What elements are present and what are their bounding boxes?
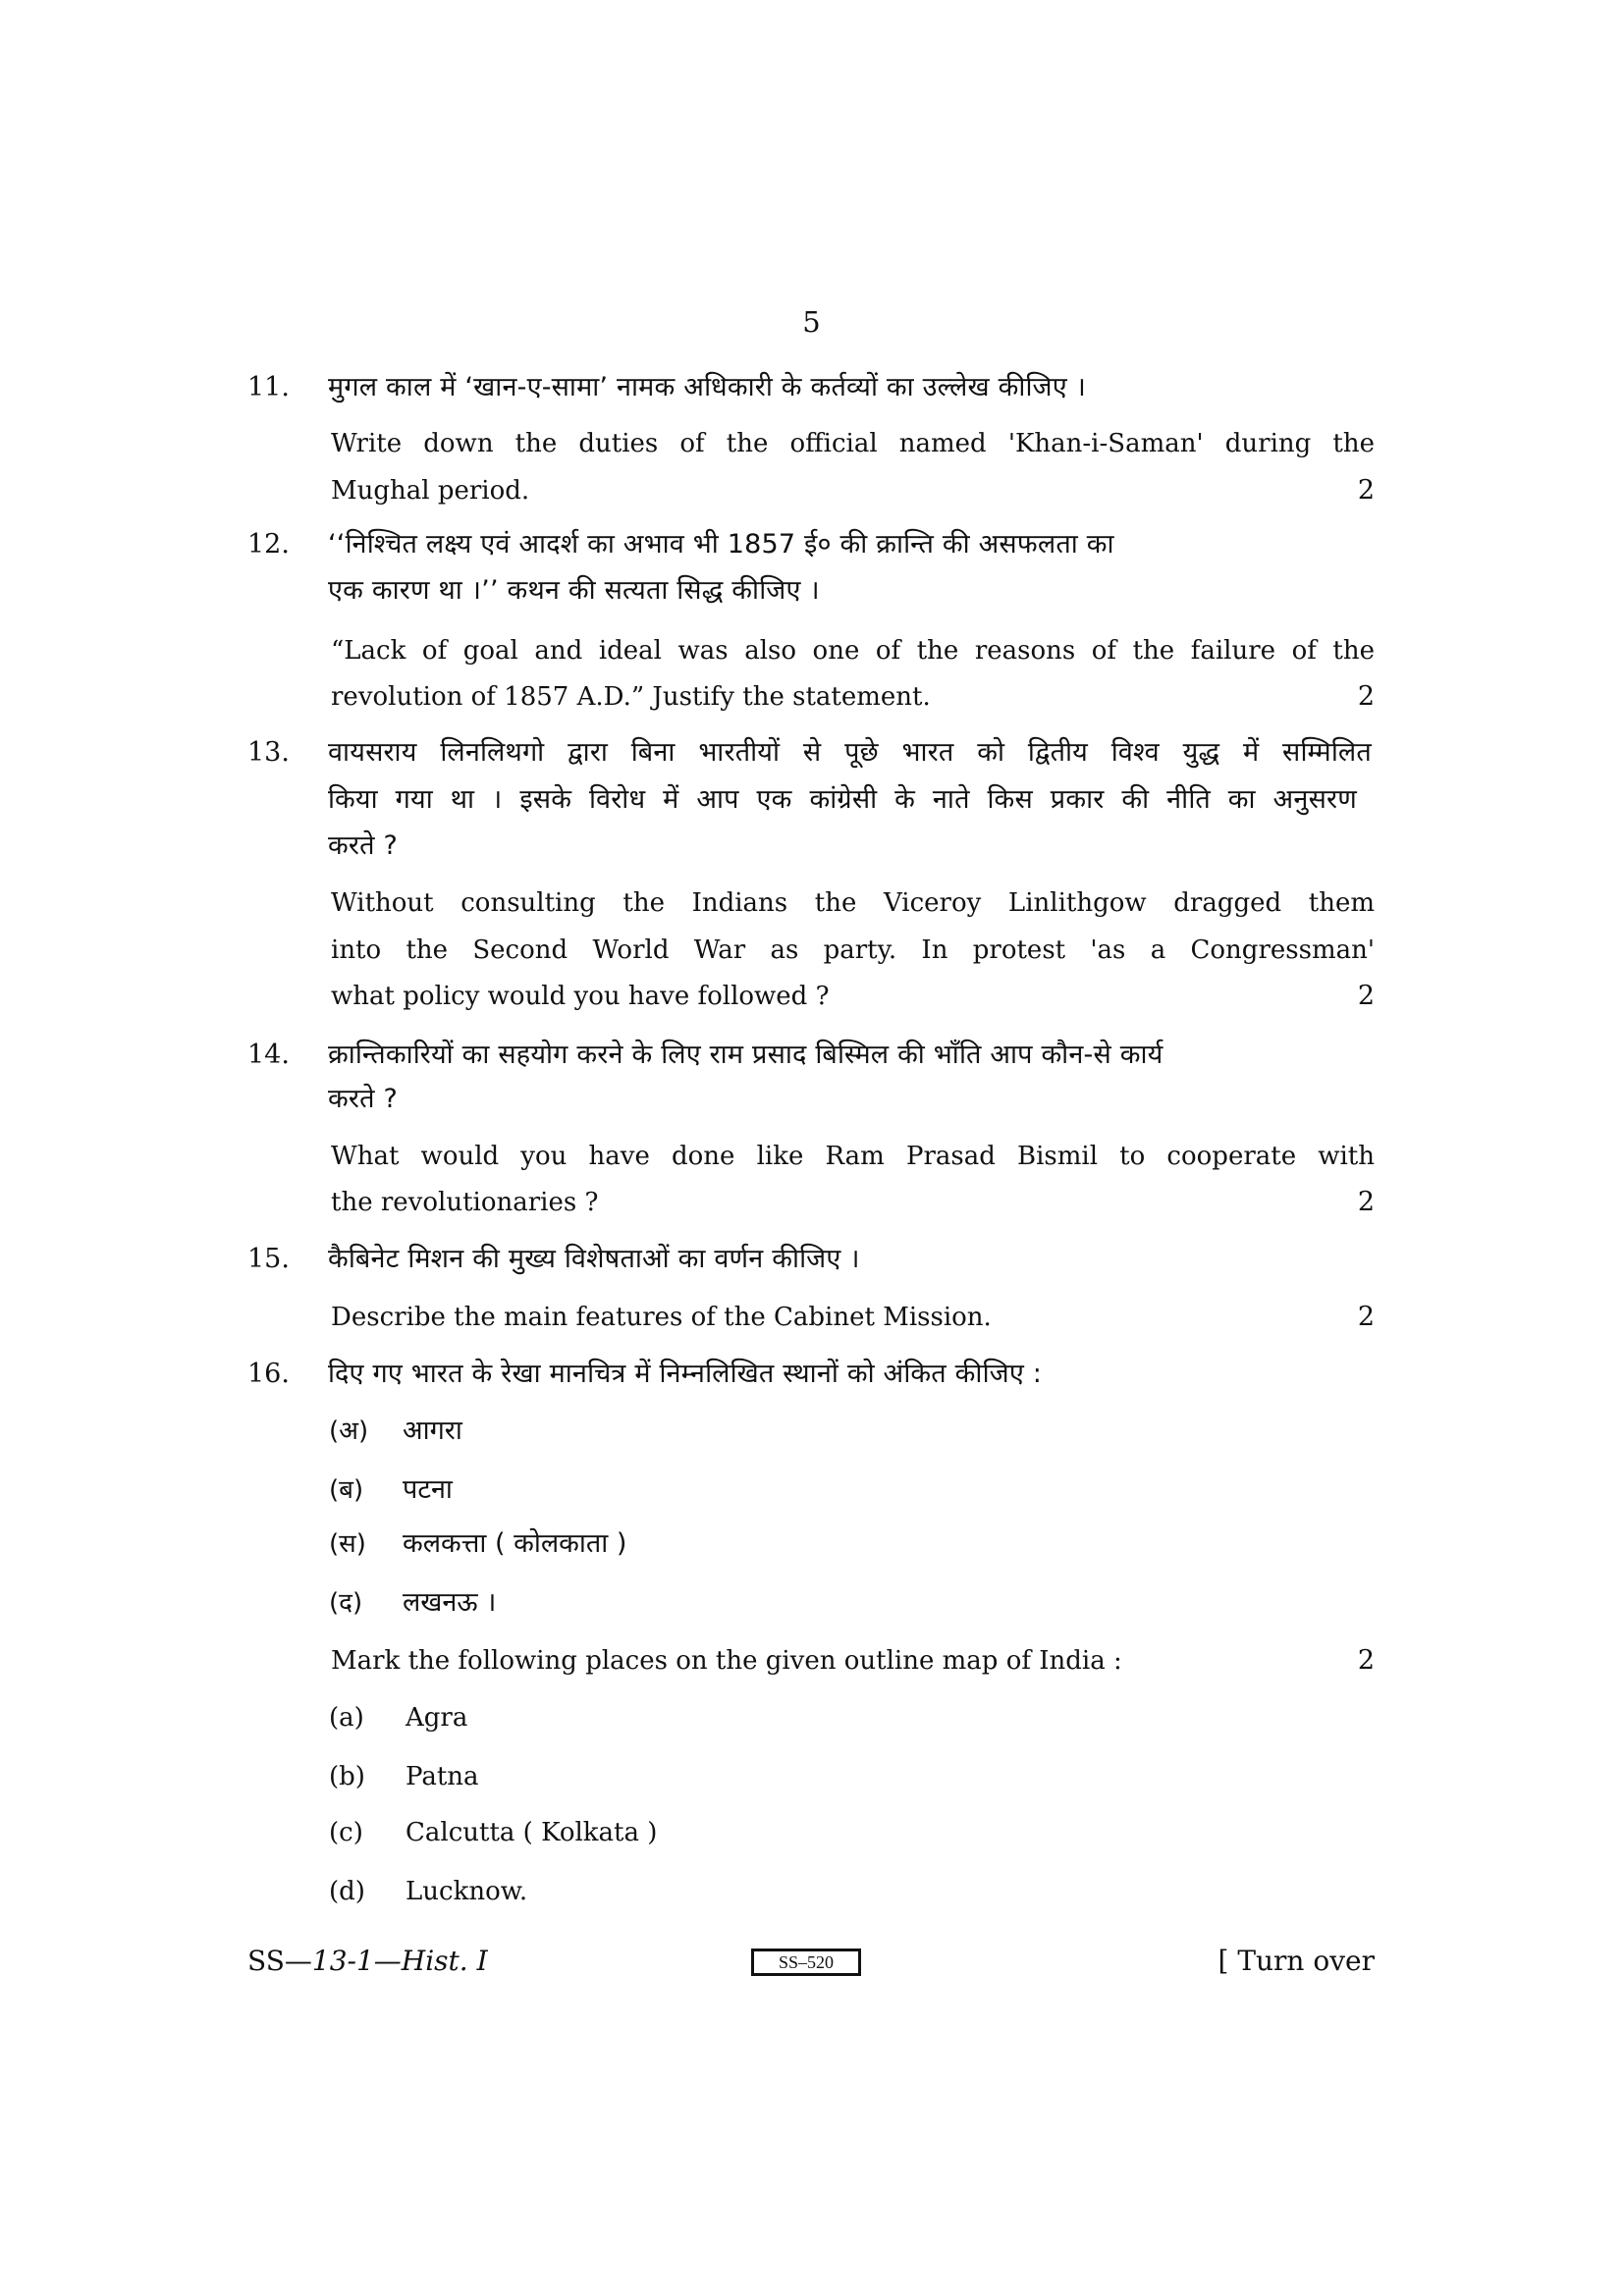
question-number: 15. (247, 1244, 290, 1274)
question-english-line: what policy would you have followed ? (331, 982, 830, 1011)
question-marks: 2 (1357, 1302, 1375, 1332)
question-hindi-line: करते ? (328, 830, 399, 861)
paper-code (247, 1940, 488, 1983)
list-item-label: (स) (329, 1529, 366, 1559)
question-english-line: What would you have done like Ram Prasad Bismil to cooperate with (331, 1142, 1375, 1171)
question-marks: 2 (1357, 1187, 1375, 1217)
question-hindi-line: एक कारण था ।’’ कथन की सत्यता सिद्ध कीजिए । (328, 575, 820, 606)
question-number: 11. (247, 372, 290, 402)
list-item: लखनऊ । (403, 1587, 497, 1618)
list-item: Calcutta ( Kolkata ) (406, 1818, 658, 1847)
list-item: Patna (406, 1762, 479, 1791)
question-hindi-line: वायसराय लिनलिथगो द्वारा बिना भारतीयों से पूछे भारत को द्वितीय विश्व युद्ध में सम्मिलित (328, 737, 1372, 768)
question-number: 14. (247, 1040, 290, 1070)
question-hindi-line: दिए गए भारत के रेखा मानचित्र में निम्नलिखित स्थानों को अंकित कीजिए : (328, 1359, 1043, 1389)
question-english-line: revolution of 1857 A.D.” Justify the statement. (331, 682, 931, 712)
list-item: Agra (406, 1703, 468, 1733)
list-item: पटना (403, 1474, 453, 1505)
list-item-label: (a) (329, 1703, 364, 1733)
list-item-label: (d) (329, 1877, 365, 1906)
question-number: 12. (247, 529, 290, 560)
question-hindi-line: ‘‘निश्चित लक्ष्य एवं आदर्श का अभाव भी 1857 ई० की क्रान्ति की असफलता का (328, 529, 1114, 560)
list-item: कलकत्ता ( कोलकाता ) (403, 1528, 627, 1559)
question-english-line: Describe the main features of the Cabinet Mission. (331, 1303, 992, 1332)
question-english-line: into the Second World War as party. In protest 'as a Congressman' (331, 935, 1375, 965)
paper-code-subject: 13-1—Hist. I (311, 1945, 488, 1977)
question-marks: 2 (1357, 475, 1375, 506)
question-number: 16. (247, 1359, 290, 1389)
question-hindi-line: कैबिनेट मिशन की मुख्य विशेषताओं का वर्णन कीजिए । (328, 1244, 860, 1274)
list-item-label: (द) (329, 1588, 363, 1618)
question-hindi-line: किया गया था । इसके विरोध में आप एक कांग्रेसी के नाते किस प्रकार की नीति का अनुसरण (328, 784, 1357, 815)
page-number: 5 (802, 305, 821, 339)
list-item-label: (c) (329, 1818, 363, 1847)
question-hindi-line: क्रान्तिकारियों का सहयोग करने के लिए राम प्रसाद बिस्मिल की भाँति आप कौन-से कार्य (328, 1040, 1163, 1070)
list-item-label: (ब) (329, 1475, 364, 1505)
question-hindi-line: मुगल काल में ‘खान-ए-सामा’ नामक अधिकारी के कर्तव्यों का उल्लेख कीजिए । (328, 372, 1087, 402)
question-marks: 2 (1357, 681, 1375, 712)
question-number: 13. (247, 737, 290, 768)
paper-code-box: SS–520 (751, 1949, 861, 1976)
question-english-line: Without consulting the Indians the Viceroy Linlithgow dragged them (331, 888, 1375, 918)
list-item-label: (अ) (329, 1416, 369, 1446)
list-item: आगरा (403, 1415, 462, 1446)
question-english-line: “Lack of goal and ideal was also one of the reasons of the failure of the (331, 636, 1375, 666)
list-item: Lucknow. (406, 1877, 528, 1906)
question-english-line: Mark the following places on the given outline map of India : (331, 1646, 1122, 1676)
list-item-label: (b) (329, 1762, 365, 1791)
question-english-line: Write down the duties of the official named 'Khan-i-Saman' during the (331, 429, 1375, 458)
question-marks: 2 (1357, 1645, 1375, 1676)
question-english-line: the revolutionaries ? (331, 1188, 599, 1217)
question-english-line: Mughal period. (331, 476, 530, 506)
turn-over-label: [ Turn over (1217, 1945, 1375, 1977)
question-hindi-line: करते ? (328, 1084, 399, 1114)
question-marks: 2 (1357, 981, 1375, 1011)
paper-code-prefix: SS— (247, 1945, 312, 1977)
